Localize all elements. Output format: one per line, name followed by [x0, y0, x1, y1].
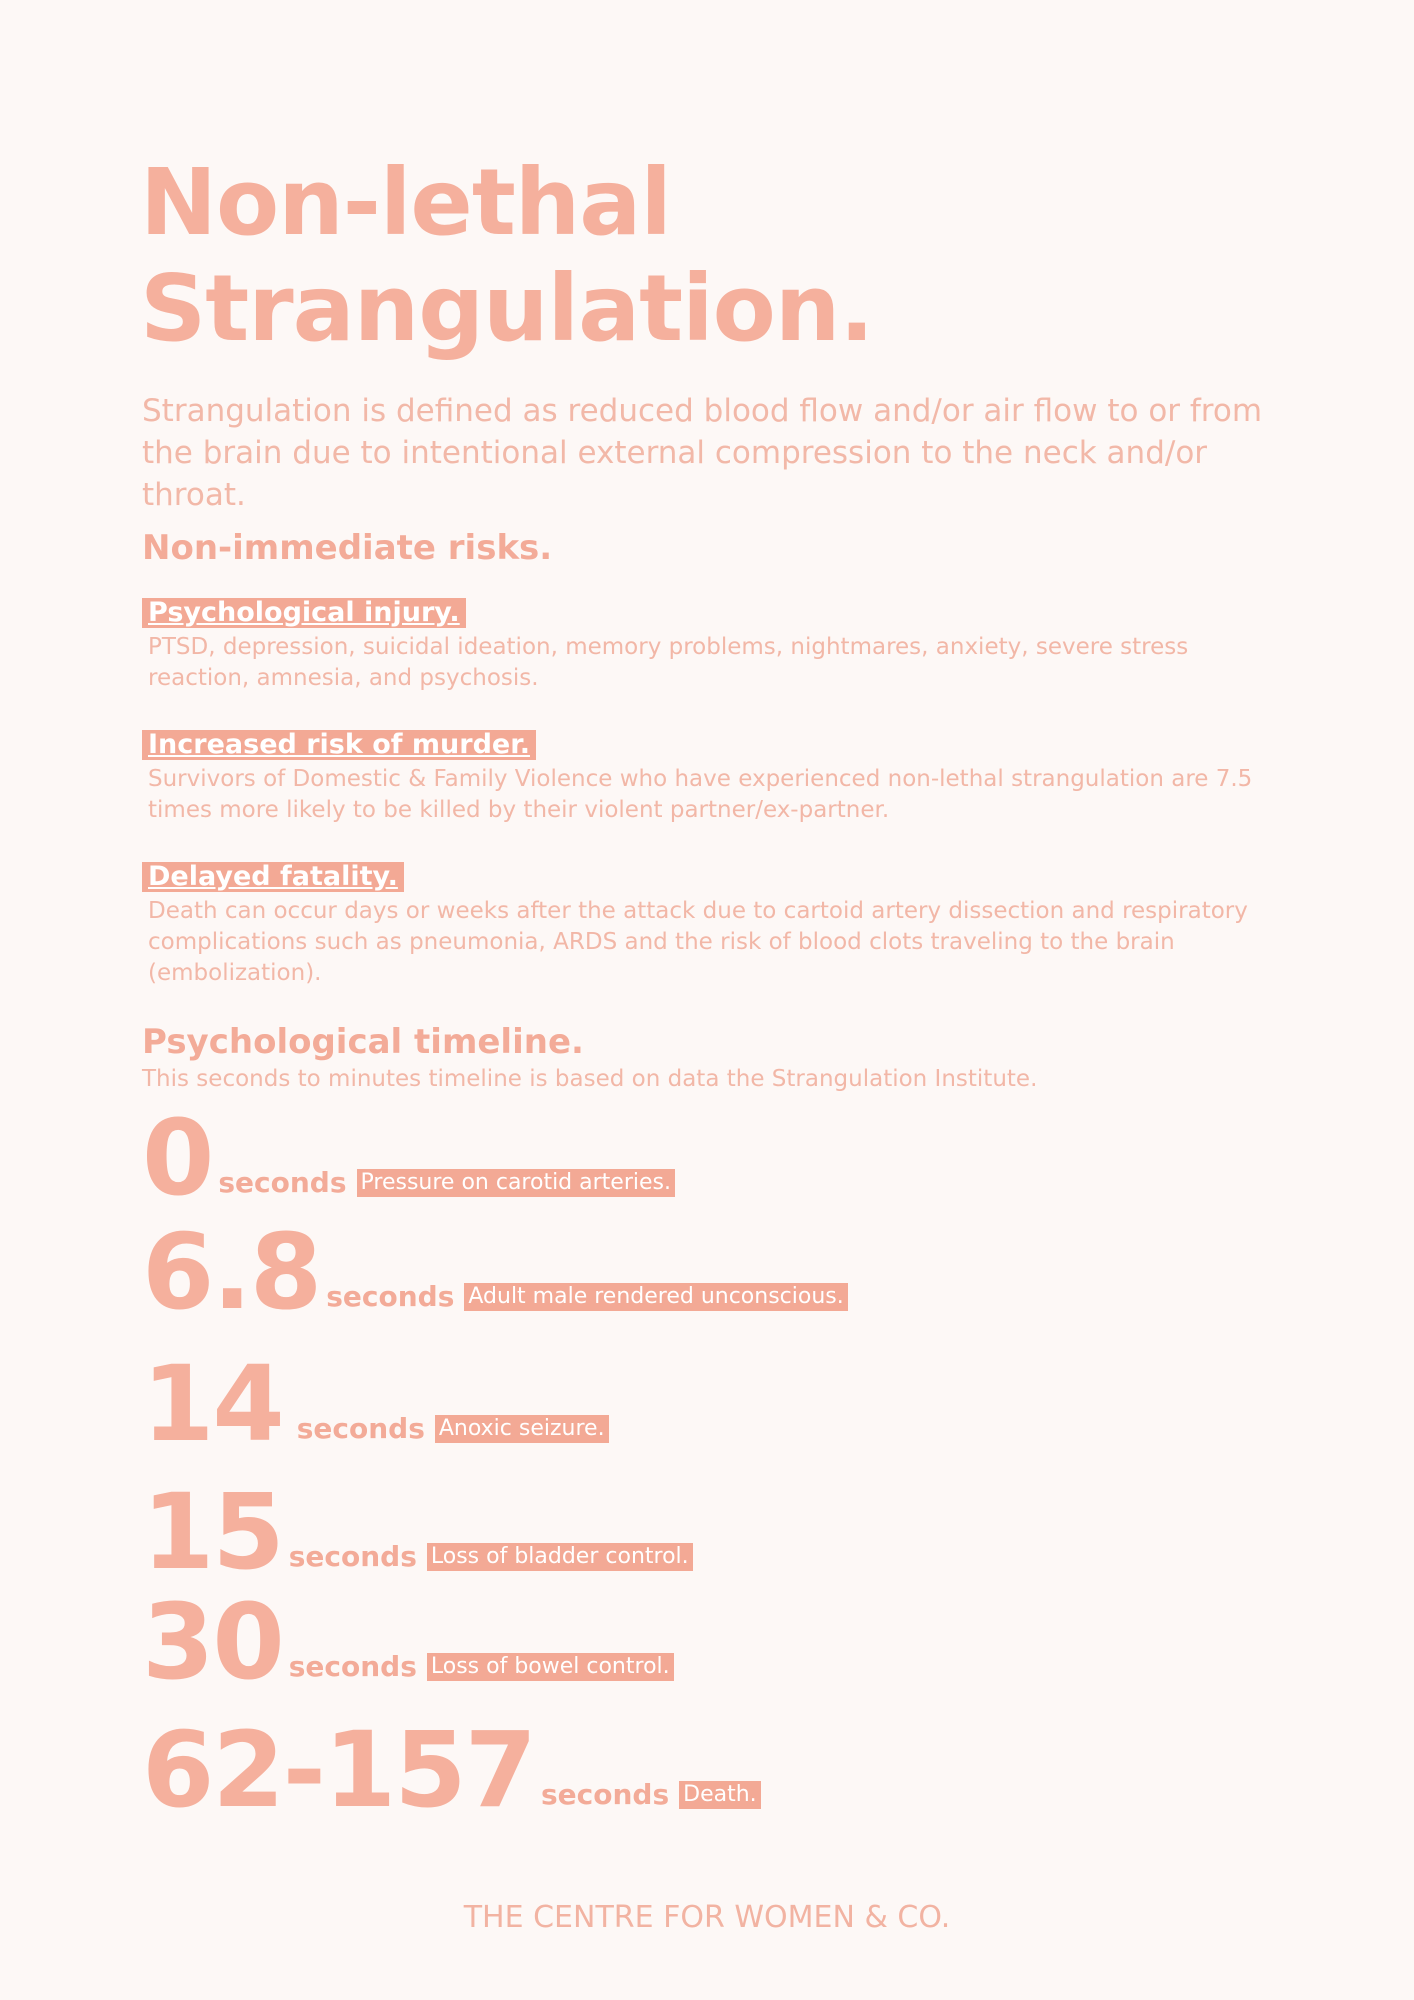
timeline-unit: seconds	[288, 1540, 417, 1574]
risk-increased-murder	[142, 730, 1262, 826]
risk-title: Psychological injury.	[142, 598, 466, 628]
timeline-unit: seconds	[218, 1166, 347, 1200]
timeline-event: Anoxic seizure.	[435, 1415, 609, 1443]
timeline-unit: seconds	[540, 1778, 670, 1812]
title-line-2: Strangulation.	[140, 255, 874, 362]
timeline-item	[142, 1581, 674, 1703]
timeline-item	[142, 1343, 609, 1465]
intro-paragraph: Strangulation is defined as reduced blood flow and/or air flow to or from the brain due to intentional external compression to the neck and/or throat.	[142, 393, 1263, 513]
timeline-value: 0	[142, 1097, 213, 1219]
timeline-heading: Psychological timeline.	[142, 1022, 584, 1062]
timeline-value: 14	[142, 1343, 283, 1465]
timeline-event: Death.	[679, 1781, 761, 1809]
timeline-unit: seconds	[296, 1412, 425, 1446]
timeline-event: Adult male rendered unconscious.	[464, 1283, 847, 1311]
timeline-value: 6.8	[142, 1211, 321, 1333]
timeline-subtitle: This seconds to minutes timeline is based on data the Strangulation Institute.	[142, 1066, 1038, 1092]
timeline-unit: seconds	[326, 1280, 455, 1314]
timeline-item	[142, 1471, 693, 1593]
organization-footer: THE CENTRE FOR WOMEN & CO.	[463, 1900, 951, 1935]
risk-title: Increased risk of murder.	[142, 730, 536, 760]
risk-description: Survivors of Domestic & Family Violence who have experienced non-lethal strangulation are 7.5 times more likely to be killed by their violent partner/ex-partner.	[148, 766, 1253, 823]
risk-psychological-injury	[142, 598, 1262, 694]
timeline-value: 15	[142, 1471, 283, 1593]
risk-title: Delayed fatality.	[142, 862, 404, 892]
risk-delayed-fatality	[142, 862, 1262, 989]
timeline-item	[142, 1097, 675, 1219]
timeline-item	[142, 1211, 848, 1333]
risk-description: PTSD, depression, suicidal ideation, memory problems, nightmares, anxiety, severe stress reaction, amnesia, and psychosis.	[148, 634, 1189, 691]
timeline-event: Loss of bladder control.	[427, 1543, 693, 1571]
timeline-value: 30	[142, 1581, 283, 1703]
risk-description: Death can occur days or weeks after the attack due to cartoid artery dissection and respiratory complications such as pneumonia, ARDS and the risk of blood clots traveling to the brain (embolization).	[148, 898, 1248, 986]
page-title	[140, 150, 873, 362]
timeline-value: 62-157	[142, 1709, 535, 1831]
title-line-1: Non-lethal	[140, 149, 671, 256]
timeline-unit: seconds	[288, 1650, 417, 1684]
timeline-event: Loss of bowel control.	[427, 1653, 674, 1681]
timeline-item	[142, 1709, 761, 1831]
timeline-event: Pressure on carotid arteries.	[357, 1169, 675, 1197]
risks-heading: Non-immediate risks.	[142, 528, 553, 568]
